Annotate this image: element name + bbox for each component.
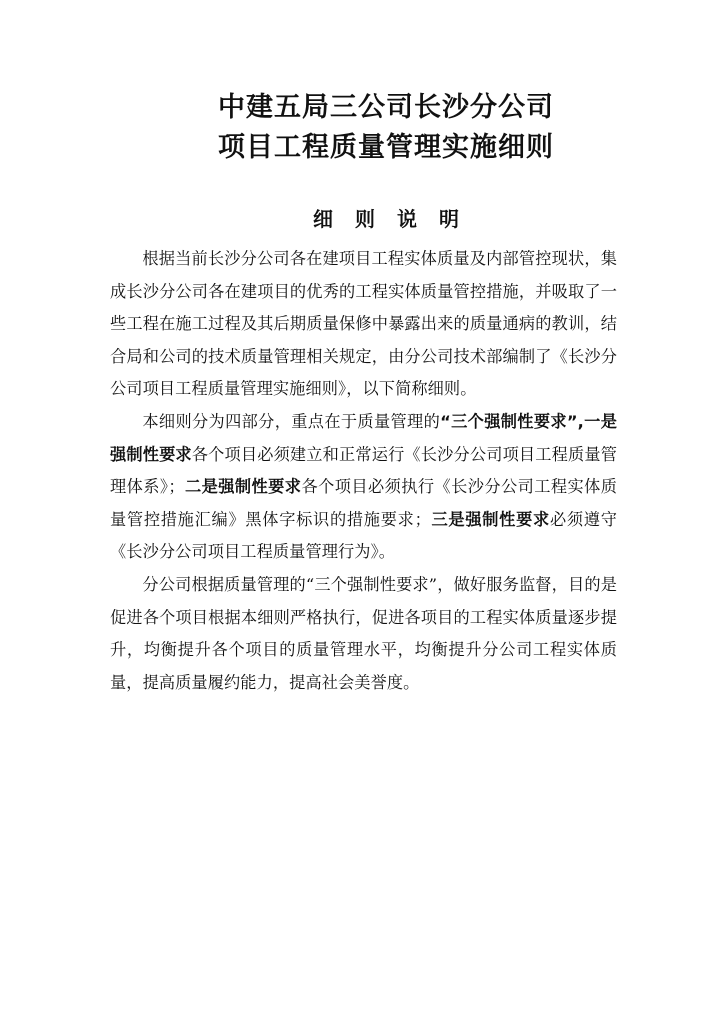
section-heading-char: 说 <box>397 207 417 231</box>
requirement-3-text: 必须遵守《长沙分公司项目工程质量管理行为》。 <box>110 509 617 562</box>
requirement-3-label: 三是强制性要求 <box>430 509 550 529</box>
document-title <box>0 88 724 168</box>
title-line-subject: 项目工程质量管理实施细则 <box>218 132 554 163</box>
section-heading-char: 则 <box>355 207 375 231</box>
requirements-intro: 本细则分为四部分，重点在于质量管理的 <box>142 411 441 431</box>
requirement-2-label: 二是强制性要求 <box>184 477 302 497</box>
section-heading-char: 细 <box>313 207 333 231</box>
requirement-1-label: 一是强制性要求 <box>110 411 617 464</box>
document-body <box>110 243 617 699</box>
requirement-2-text: 各个项目必须执行《长沙分公司工程实体质量管控措施汇编》黑体字标识的措施要求； <box>110 477 618 529</box>
section-heading <box>0 204 724 234</box>
title-line-company: 中建五局三公司长沙分公司 <box>218 92 554 123</box>
section-heading-char: 明 <box>439 207 459 231</box>
paragraph-requirements <box>110 406 617 569</box>
requirement-1-text: 各个项目必须建立和正常运行《长沙分公司项目工程质量管理体系》； <box>110 444 618 497</box>
paragraph-purpose: 分公司根据质量管理的“三个强制性要求”，做好服务监督，目的是促进各个项目根据本细则严格执行，促进各项目的工程实体质量逐步提升，均衡提升各个项目的质量管理水平，均衡提升分公司工程实体质量，提高质量履约能力，提高社会美誉度。 <box>110 574 617 692</box>
paragraph-background: 根据当前长沙分公司各在建项目工程实体质量及内部管控现状，集成长沙分公司各在建项目的优秀的工程实体质量管控措施，并吸取了一些工程在施工过程及其后期质量保修中暴露出来的质量通病的教训，结合局和公司的技术质量管理相关规定，由分公司技术部编制了《长沙分公司项目工程质量管理实施细则》，以下简称细则。 <box>110 249 617 399</box>
key-quote: “三个强制性要求”, <box>440 411 584 431</box>
